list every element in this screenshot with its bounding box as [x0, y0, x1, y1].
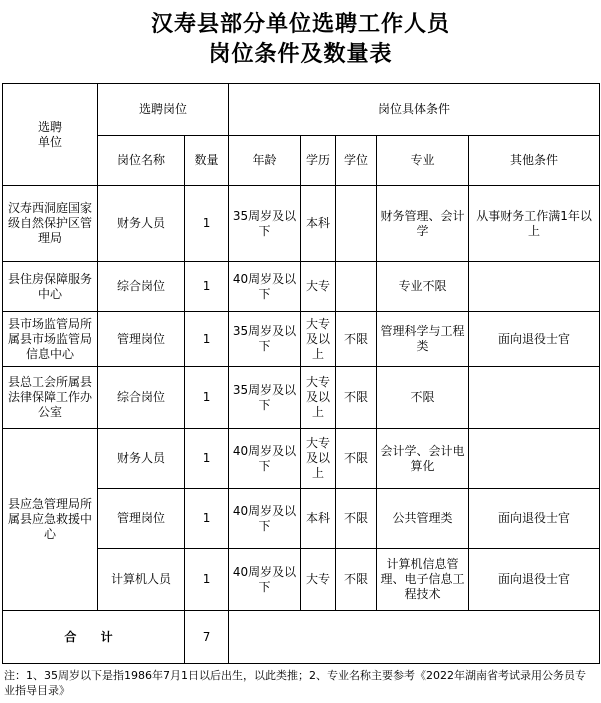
education-cell: 本科: [301, 186, 336, 262]
degree-cell: 不限: [336, 312, 377, 367]
age-cell: 40周岁及以下: [229, 262, 301, 312]
header-education: 学历: [301, 136, 336, 186]
unit-cell: 县住房保障服务中心: [3, 262, 98, 312]
quantity-cell: 1: [185, 262, 229, 312]
unit-cell: 县市场监管局所属县市场监管局信息中心: [3, 312, 98, 367]
degree-cell: 不限: [336, 429, 377, 489]
quantity-cell: 1: [185, 367, 229, 429]
major-cell: 公共管理类: [377, 489, 469, 549]
position-cell: 计算机人员: [98, 549, 185, 611]
page-title: [0, 10, 601, 70]
major-cell: 不限: [377, 367, 469, 429]
total-label: 合 计: [3, 611, 185, 664]
table-row: [3, 186, 600, 262]
header-row-1: [3, 84, 600, 136]
major-cell: 专业不限: [377, 262, 469, 312]
total-row: [3, 611, 600, 664]
unit-cell: 县总工会所属县法律保障工作办公室: [3, 367, 98, 429]
education-cell: 大专及以上: [301, 367, 336, 429]
quantity-cell: 1: [185, 312, 229, 367]
education-cell: 大专: [301, 262, 336, 312]
position-cell: 管理岗位: [98, 312, 185, 367]
quantity-cell: 1: [185, 489, 229, 549]
age-cell: 40周岁及以下: [229, 429, 301, 489]
position-cell: 综合岗位: [98, 367, 185, 429]
header-position-group: 选聘岗位: [98, 84, 229, 136]
title-line-1: 汉寿县部分单位选聘工作人员: [150, 12, 450, 37]
unit-cell: 汉寿西洞庭国家级自然保护区管理局: [3, 186, 98, 262]
total-empty-cell: [229, 611, 600, 664]
header-age: 年龄: [229, 136, 301, 186]
degree-cell: 不限: [336, 549, 377, 611]
education-cell: 大专及以上: [301, 429, 336, 489]
table-row: [3, 367, 600, 429]
header-degree: 学位: [336, 136, 377, 186]
position-cell: 管理岗位: [98, 489, 185, 549]
education-cell: 本科: [301, 489, 336, 549]
position-cell: 综合岗位: [98, 262, 185, 312]
other-cell: 面向退役士官: [469, 312, 600, 367]
age-cell: 35周岁及以下: [229, 367, 301, 429]
header-conditions-group: 岗位具体条件: [229, 84, 600, 136]
age-cell: 35周岁及以下: [229, 186, 301, 262]
quantity-cell: 1: [185, 186, 229, 262]
table-row: [3, 262, 600, 312]
other-cell: [469, 367, 600, 429]
footnote: 注：1、35周岁以下是指1986年7月1日以后出生，以此类推；2、专业名称主要参考《2022年湖南省考试录用公务员专业指导目录》: [4, 669, 586, 697]
other-cell: 面向退役士官: [469, 549, 600, 611]
position-cell: 财务人员: [98, 429, 185, 489]
quantity-cell: 1: [185, 549, 229, 611]
major-cell: 管理科学与工程类: [377, 312, 469, 367]
age-cell: 35周岁及以下: [229, 312, 301, 367]
quantity-cell: 1: [185, 429, 229, 489]
total-value: 7: [185, 611, 229, 664]
major-cell: 计算机信息管理、电子信息工程技术: [377, 549, 469, 611]
degree-cell: [336, 262, 377, 312]
position-cell: 财务人员: [98, 186, 185, 262]
degree-cell: 不限: [336, 367, 377, 429]
education-cell: 大专及以上: [301, 312, 336, 367]
major-cell: 财务管理、会计学: [377, 186, 469, 262]
table-row: [3, 429, 600, 489]
header-position-name: 岗位名称: [98, 136, 185, 186]
age-cell: 40周岁及以下: [229, 549, 301, 611]
unit-cell: 县应急管理局所属县应急救援中心: [3, 429, 98, 611]
other-cell: [469, 262, 600, 312]
age-cell: 40周岁及以下: [229, 489, 301, 549]
other-cell: 从事财务工作满1年以上: [469, 186, 600, 262]
major-cell: 会计学、会计电算化: [377, 429, 469, 489]
header-quantity: 数量: [185, 136, 229, 186]
positions-table: [2, 83, 600, 664]
header-other: 其他条件: [469, 136, 600, 186]
table-row: [3, 312, 600, 367]
header-major: 专业: [377, 136, 469, 186]
title-line-2: 岗位条件及数量表: [208, 42, 393, 67]
education-cell: 大专: [301, 549, 336, 611]
other-cell: [469, 429, 600, 489]
degree-cell: [336, 186, 377, 262]
other-cell: 面向退役士官: [469, 489, 600, 549]
degree-cell: 不限: [336, 489, 377, 549]
header-unit: 选聘 单位: [3, 84, 98, 186]
